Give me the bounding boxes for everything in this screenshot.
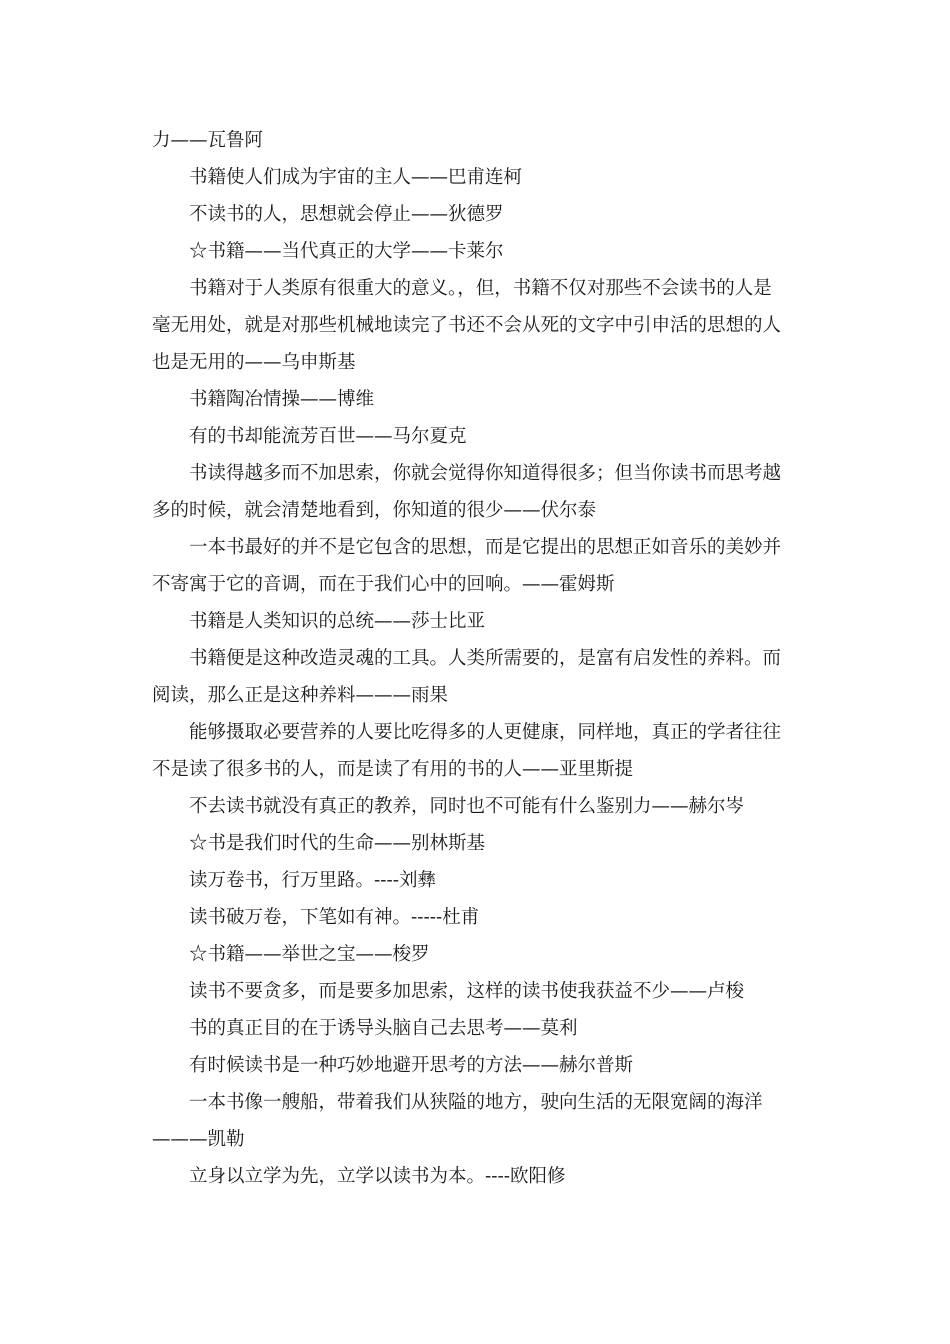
paragraph-continuation: 力——瓦鲁阿 <box>152 130 264 151</box>
quote-paragraph: 书籍使人们成为宇宙的主人——巴甫连柯 <box>189 167 523 188</box>
quote-paragraph: ☆书是我们时代的生命——别林斯基 <box>189 833 486 854</box>
quote-paragraph: 一本书像一艘船，带着我们从狭隘的地方，驶向生活的无限宽阔的海洋———凯勒 <box>152 1092 763 1150</box>
quote-paragraph: 书籍对于人类原有很重大的意义。，但，书籍不仅对那些不会读书的人是毫无用处，就是对那些机械地读完了书还不会从死的文字中引申活的思想的人也是无用的——乌申斯基 <box>152 278 782 373</box>
quote-paragraph: 读书破万卷，下笔如有神。-----杜甫 <box>189 907 480 928</box>
quote-paragraph: 一本书最好的并不是它包含的思想，而是它提出的思想正如音乐的美妙并不寄寓于它的音调，而在于我们心中的回响。——霍姆斯 <box>152 537 782 595</box>
quote-paragraph: 书籍陶冶情操——博维 <box>189 389 375 410</box>
quotes-body <box>152 122 788 1195</box>
quote-paragraph: 读万卷书，行万里路。----刘彝 <box>189 870 437 891</box>
quote-paragraph: 有的书却能流芳百世——马尔夏克 <box>189 426 467 447</box>
quote-paragraph: 书读得越多而不加思索，你就会觉得你知道得很多；但当你读书而思考越多的时候，就会清楚地看到，你知道的很少——伏尔泰 <box>152 463 782 521</box>
quote-paragraph: 读书不要贪多，而是要多加思索，这样的读书使我获益不少——卢梭 <box>189 981 745 1002</box>
quote-paragraph: ☆书籍——当代真正的大学——卡莱尔 <box>189 241 504 262</box>
quote-paragraph: 不去读书就没有真正的教养，同时也不可能有什么鉴别力——赫尔岑 <box>189 796 745 817</box>
quote-paragraph: 有时候读书是一种巧妙地避开思考的方法——赫尔普斯 <box>189 1055 634 1076</box>
quote-paragraph: ☆书籍——举世之宝——梭罗 <box>189 944 430 965</box>
quote-paragraph: 书的真正目的在于诱导头脑自己去思考——莫利 <box>189 1018 578 1039</box>
quote-paragraph: 立身以立学为先，立学以读书为本。----欧阳修 <box>189 1166 566 1187</box>
quote-paragraph: 书籍是人类知识的总统——莎士比亚 <box>189 611 486 632</box>
quote-paragraph: 书籍便是这种改造灵魂的工具。人类所需要的，是富有启发性的养料。而阅读，那么正是这种养料———雨果 <box>152 648 782 706</box>
quote-paragraph: 不读书的人，思想就会停止——狄德罗 <box>189 204 504 225</box>
quote-paragraph: 能够摄取必要营养的人要比吃得多的人更健康，同样地，真正的学者往往不是读了很多书的人，而是读了有用的书的人——亚里斯提 <box>152 722 782 780</box>
